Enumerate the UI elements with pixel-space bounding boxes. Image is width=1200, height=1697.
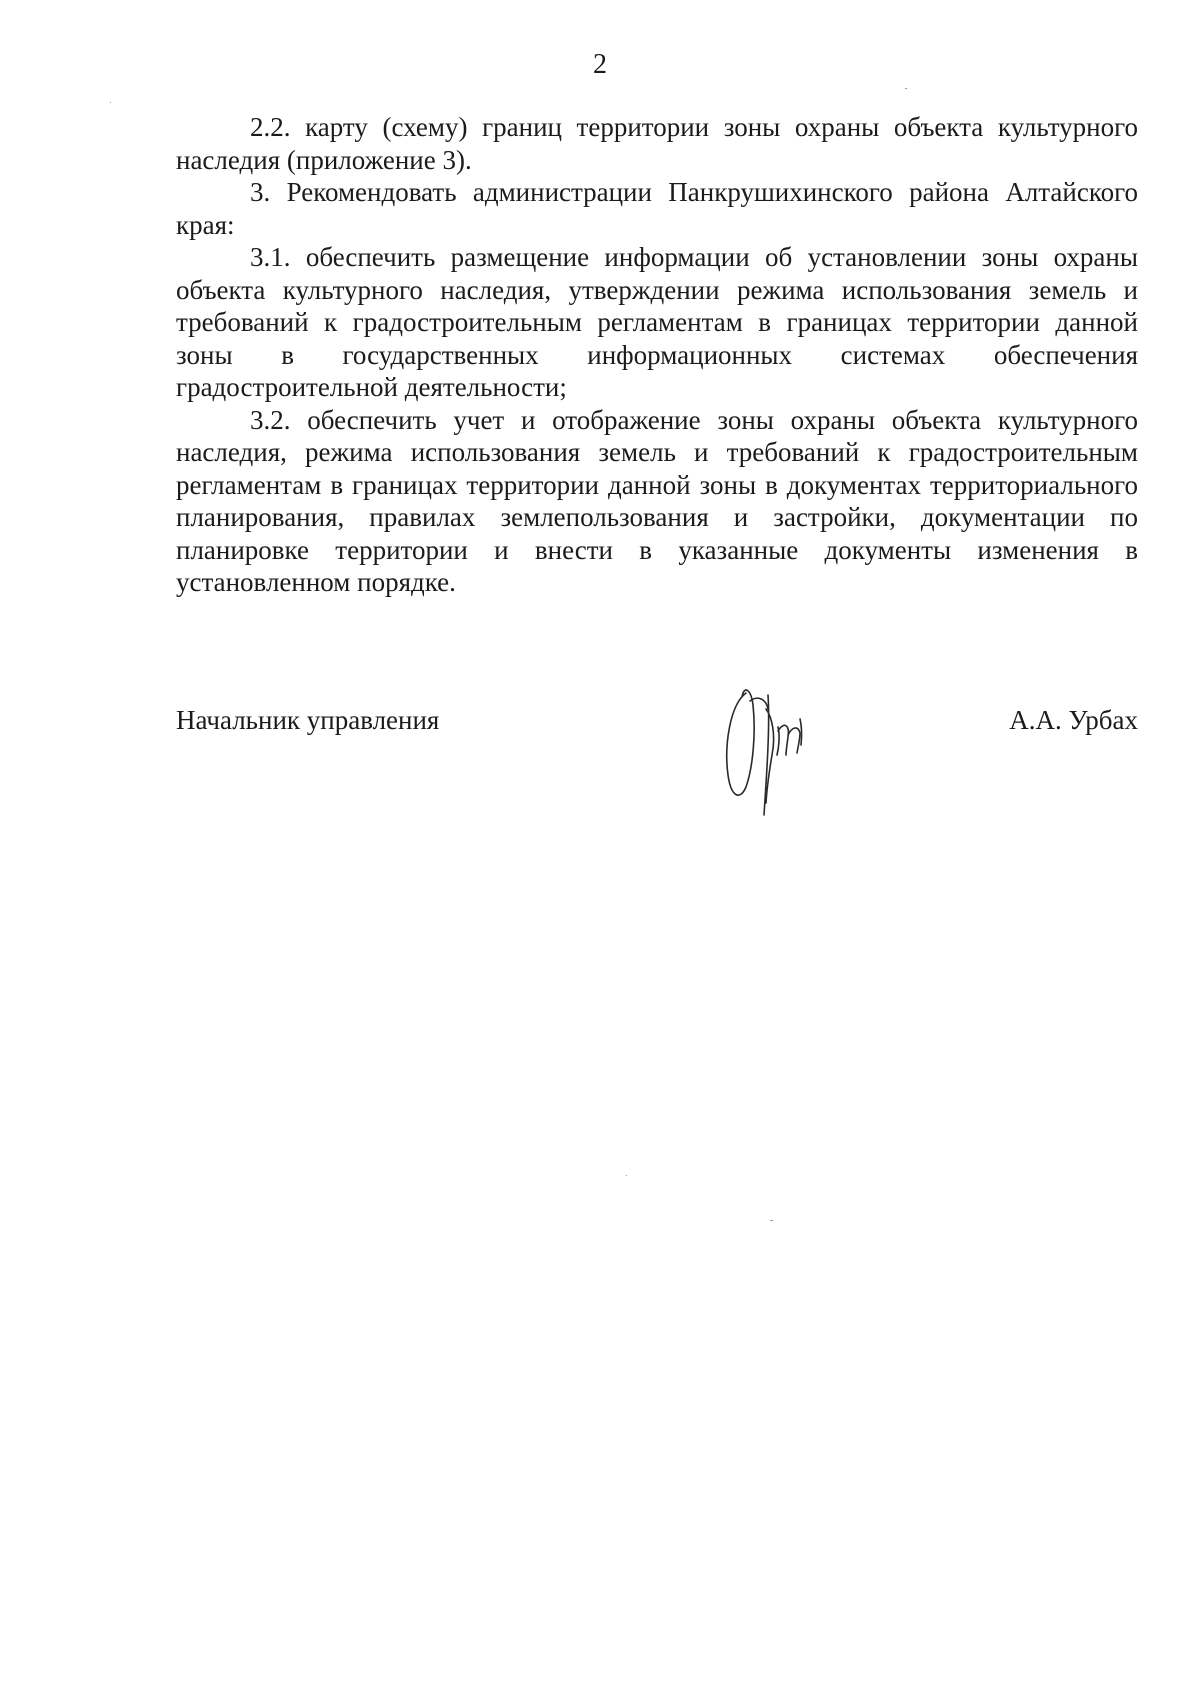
signature-block — [176, 704, 1138, 744]
scan-speck — [626, 1175, 627, 1176]
paragraph-3-2: 3.2. обеспечить учет и отображение зоны охраны объекта культурного наследия, режима использования земель и требований к градостроительным регламентам в границах территории данной зоны в документах территориального планирования, правилах землепользования и застройки, документации по планировке территории и внести в указанные документы изменения в установленном порядке. — [176, 404, 1138, 597]
paragraph-3-1: 3.1. обеспечить размещение информации об установлении зоны охраны объекта культурного наследия, утверждении режима использования земель и требований к градостроительным регламентам в границах территории данной зоны в государственных информационных системах обеспечения градостроительной деятельности; — [176, 242, 1138, 402]
paragraph-2-2: 2.2. карту (схему) границ территории зоны охраны объекта культурного наследия (приложение 3). — [176, 112, 1138, 175]
scan-speck — [770, 1220, 773, 1221]
scan-speck — [110, 102, 111, 103]
signatory-name: А.А. Урбах — [1009, 705, 1138, 735]
handwritten-signature — [720, 675, 840, 825]
paragraph-3: 3. Рекомендовать администрации Панкрушихинского района Алтайского края: — [176, 177, 1138, 240]
scan-speck — [905, 88, 907, 89]
page-number: 2 — [593, 49, 607, 80]
signatory-position: Начальник управления — [176, 705, 440, 735]
document-body — [176, 111, 1138, 599]
